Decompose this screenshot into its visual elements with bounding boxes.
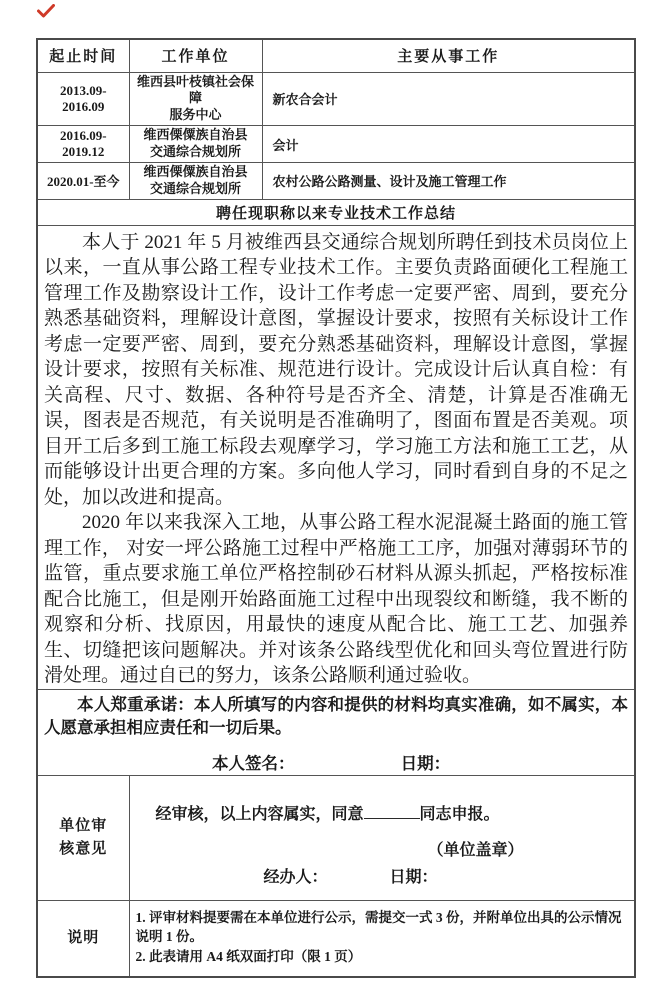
summary-paragraph: 本人于 2021 年 5 月被维西县交通综合规划所聘任到技术员岗位上以来，一直从事公路工程专业技术工作。主要负责路面硬化工程施工管理工作及勘察设计工作，设计工作考虑一定要严密、周到，要充分熟悉基础资料，理解设计意图，掌握设计要求，按照有关标设计工作考虑一定要严密、周到，要充分熟悉基础资料，理解设计意图，掌握设计要求，按照有关标准、规范进行设计。完成设计后认真自检：有关高程、尺寸、数据、各种符号是否齐全、清楚，计算是否准确无误，图表是否规范，有关说明是否准确明了，图面布置是否美观。项目开工后多到工施工标段去观摩学习，学习施工方法和施工工艺，从而能够设计出更合理的方案。多向他人学习，同时看到自身的不足之处，加以改进和提高。: [44, 231, 628, 508]
unit-line: 服务中心: [169, 107, 222, 123]
unit-review-content: [129, 775, 635, 900]
note-item: 1. 评审材料提要需在本单位进行公示，需提交一式 3 份，并附单位出具的公示情况说明 1 份。: [135, 909, 622, 945]
period-cell: 2016.09-2019.12: [37, 126, 129, 163]
notes-row: [37, 900, 635, 977]
signature-line: [44, 750, 628, 774]
unit-cell: [129, 72, 262, 126]
red-check-mark-icon: [37, 4, 55, 18]
unit-cell: [129, 126, 262, 163]
pledge-statement: 本人郑重承诺：本人所填写的内容和提供的材料均真实准确，如不属实，本人愿意承担相应责任和一切后果。: [44, 694, 628, 737]
period-cell: 2020.01-至今: [37, 162, 129, 199]
header-duty: 主要从事工作: [262, 39, 635, 72]
review-statement-prefix: 经审核，以上内容属实，同意: [155, 805, 364, 823]
duty-cell: 会计: [262, 126, 635, 163]
summary-title-row: [37, 199, 635, 225]
duty-cell: 新农合会计: [262, 72, 635, 126]
period-cell: 2013.09-2016.09: [37, 72, 129, 126]
note-item: 2. 此表请用 A4 纸双面打印（限 1 页）: [135, 948, 362, 964]
summary-section-title: 聘任现职称以来专业技术工作总结: [37, 199, 635, 225]
unit-line: 维西傈僳族自治县: [143, 127, 248, 143]
notes-label: 说明: [37, 900, 129, 977]
work-history-row: [37, 162, 635, 199]
work-history-header-row: [37, 39, 635, 72]
unit-cell: [129, 162, 262, 199]
unit-review-label-line: 核意见: [59, 840, 108, 857]
name-blank-underline: [364, 804, 420, 819]
work-history-row: [37, 126, 635, 163]
signature-label: 本人签名：: [212, 753, 295, 773]
date-label: 日期：: [400, 753, 451, 773]
unit-line: 维西县叶枝镇社会保障: [136, 73, 254, 106]
date-label: 日期：: [389, 868, 438, 886]
summary-body-row: [37, 225, 635, 689]
unit-seal-note: （单位盖章）: [427, 841, 524, 859]
work-history-row: [37, 72, 635, 126]
appraisal-form-table: [36, 38, 636, 978]
pledge-row: [37, 689, 635, 775]
review-statement-suffix: 同志申报。: [419, 805, 500, 823]
review-statement: [156, 804, 627, 825]
unit-review-label: [37, 775, 129, 900]
handler-line: [156, 868, 627, 888]
summary-paragraph: 2020 年以来我深入工地，从事公路工程水泥混凝土路面的施工管理工作， 对安一坪公路施工过程中严格施工工序，加强对薄弱环节的监管，重点要求施工单位严格控制砂石材料从源头抓起，严格按标准配合比施工，但是刚开始路面施工过程中出现裂纹和断缝，我不断的观察和分析、找原因，用最快的速度从配合比、施工工艺、加强养生、切缝把该问题解决。并对该条公路线型优化和回头弯位置进行防滑处理。通过自已的努力，该条公路顺利通过验收。: [44, 512, 628, 687]
unit-review-row: [37, 775, 635, 900]
handler-label: 经办人：: [263, 868, 328, 886]
unit-line: 交通综合规划所: [149, 180, 241, 196]
notes-content: [129, 900, 635, 977]
summary-text: [44, 230, 628, 689]
unit-line: 维西傈僳族自治县: [143, 163, 248, 179]
unit-review-label-line: 单位审: [59, 817, 108, 834]
duty-cell: 农村公路公路测量、设计及施工管理工作: [262, 162, 635, 199]
header-period: 起止时间: [37, 39, 129, 72]
unit-line: 交通综合规划所: [149, 144, 241, 160]
header-unit: 工作单位: [129, 39, 262, 72]
